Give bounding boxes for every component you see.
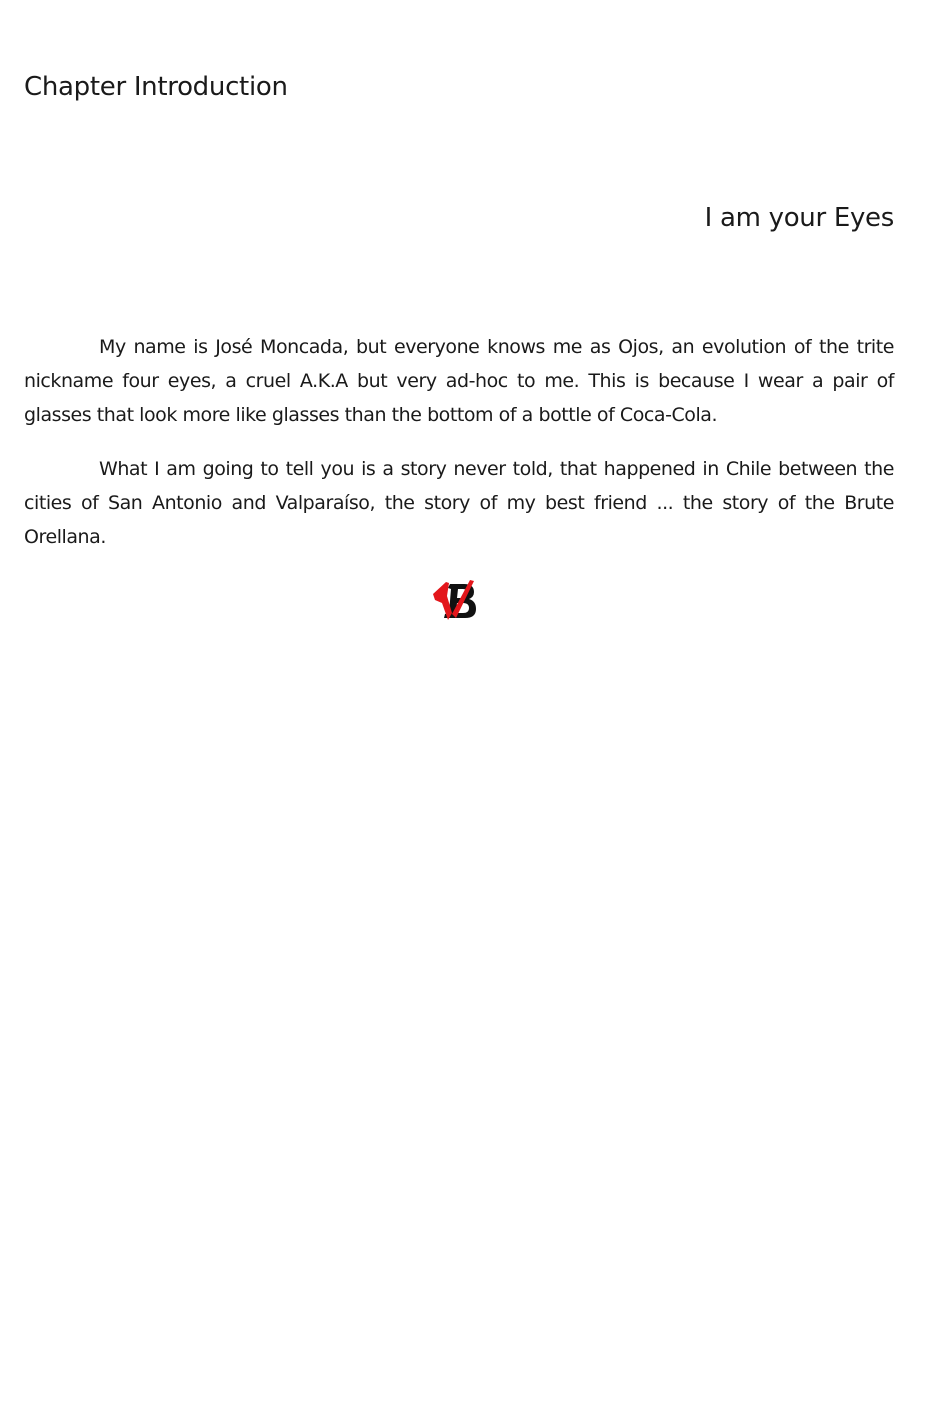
brand-logo-icon: [430, 578, 480, 622]
body-text: [24, 330, 894, 574]
paragraph-2: What I am going to tell you is a story never told, that happened in Chile between the cities of San Antonio and Valparaíso, the story of my best friend ... the story of the Brute Orellana.: [24, 458, 894, 548]
chapter-title: I am your Eyes: [704, 203, 894, 233]
chapter-heading: Chapter Introduction: [24, 72, 288, 102]
paragraph-1: My name is José Moncada, but everyone knows me as Ojos, an evolution of the trite nickname four eyes, a cruel A.K.A but very ad-hoc to me. This is because I wear a pair of glasses that look more like glasses than the bottom of a bottle of Coca-Cola.: [24, 336, 894, 426]
